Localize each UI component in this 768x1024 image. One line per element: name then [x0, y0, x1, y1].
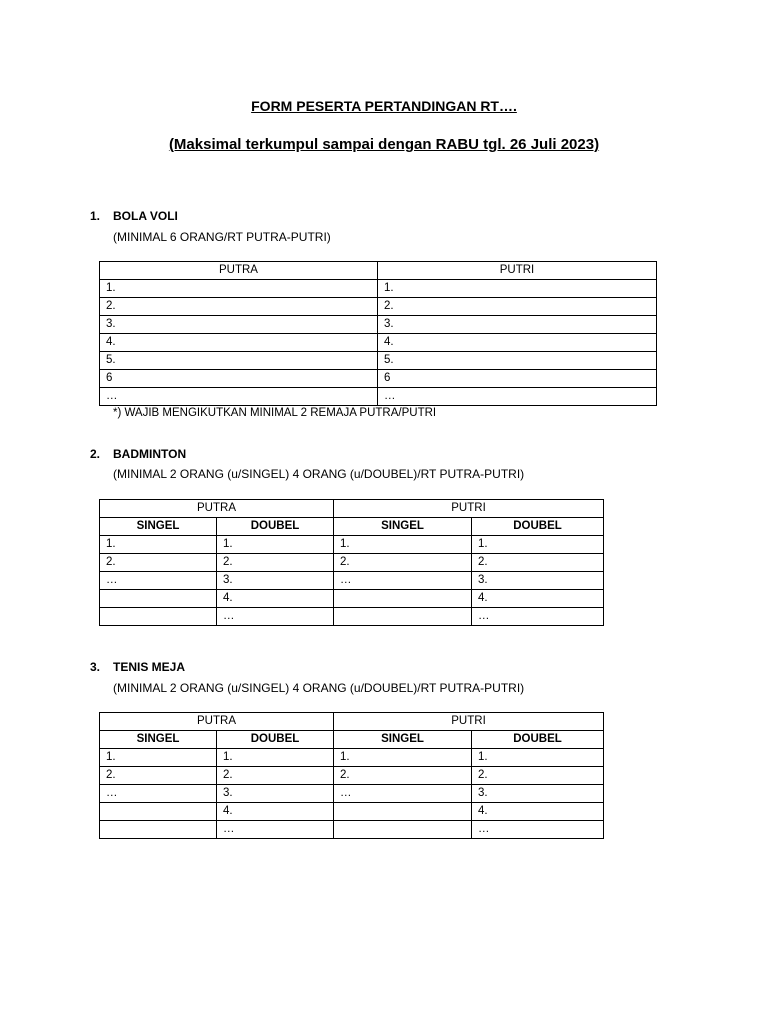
- table-cell[interactable]: …: [217, 821, 334, 839]
- tenis-meja-table: [99, 712, 604, 839]
- table-cell[interactable]: 4.: [378, 334, 657, 352]
- subcolumn-header-singel: SINGEL: [100, 731, 217, 749]
- section-name: TENIS MEJA: [113, 660, 186, 674]
- table-cell[interactable]: 2.: [472, 767, 604, 785]
- table-cell[interactable]: …: [334, 785, 472, 803]
- form-title: FORM PESERTA PERTANDINGAN RT….: [251, 98, 517, 114]
- table-cell[interactable]: 1.: [217, 536, 334, 554]
- section-requirement: (MINIMAL 6 ORANG/RT PUTRA-PUTRI): [113, 230, 331, 244]
- table-cell[interactable]: …: [378, 388, 657, 406]
- table-row: [100, 388, 657, 406]
- table-row: [100, 608, 604, 626]
- section-number: 1.: [90, 209, 101, 223]
- section-requirement: (MINIMAL 2 ORANG (u/SINGEL) 4 ORANG (u/DOUBEL)/RT PUTRA-PUTRI): [113, 681, 525, 695]
- table-cell[interactable]: 2.: [100, 298, 378, 316]
- table-cell[interactable]: 1.: [472, 536, 604, 554]
- table-cell[interactable]: 1.: [378, 280, 657, 298]
- section-number: 2.: [90, 447, 101, 461]
- subcolumn-header-singel: SINGEL: [334, 518, 472, 536]
- table-cell[interactable]: [100, 803, 217, 821]
- table-cell[interactable]: [100, 608, 217, 626]
- table-cell[interactable]: 2.: [472, 554, 604, 572]
- group-header-putri: PUTRI: [334, 500, 604, 518]
- table-row: [100, 536, 604, 554]
- table-cell[interactable]: …: [472, 821, 604, 839]
- table-row: [100, 370, 657, 388]
- table-row: [100, 803, 604, 821]
- section-number: 3.: [90, 660, 101, 674]
- table-cell[interactable]: 4.: [472, 590, 604, 608]
- table-cell[interactable]: [100, 590, 217, 608]
- table-cell[interactable]: [100, 821, 217, 839]
- table-cell[interactable]: 1.: [472, 749, 604, 767]
- table-cell[interactable]: …: [100, 785, 217, 803]
- subcolumn-header-doubel: DOUBEL: [472, 518, 604, 536]
- table-cell[interactable]: 1.: [100, 536, 217, 554]
- table-cell[interactable]: 3.: [217, 572, 334, 590]
- table-cell[interactable]: 2.: [334, 767, 472, 785]
- table-row: [100, 280, 657, 298]
- section-name: BADMINTON: [113, 447, 187, 461]
- table-cell[interactable]: 2.: [217, 767, 334, 785]
- table-cell[interactable]: 4.: [100, 334, 378, 352]
- table-row: [100, 749, 604, 767]
- subcolumn-header-doubel: DOUBEL: [217, 731, 334, 749]
- group-header-putra: PUTRA: [100, 500, 334, 518]
- table-cell[interactable]: 3.: [217, 785, 334, 803]
- section-heading-badminton: [90, 447, 186, 461]
- table-row: [100, 785, 604, 803]
- table-cell[interactable]: 2.: [378, 298, 657, 316]
- deadline-note: (Maksimal terkumpul sampai dengan RABU tgl. 26 Juli 2023): [168, 136, 600, 153]
- group-header-putri: PUTRI: [334, 713, 604, 731]
- subcolumn-header-doubel: DOUBEL: [472, 731, 604, 749]
- table-cell[interactable]: …: [100, 572, 217, 590]
- group-header-putra: PUTRA: [100, 713, 334, 731]
- section-requirement: (MINIMAL 2 ORANG (u/SINGEL) 4 ORANG (u/DOUBEL)/RT PUTRA-PUTRI): [113, 467, 525, 481]
- table-cell[interactable]: …: [100, 388, 378, 406]
- badminton-table: [99, 499, 604, 626]
- table-cell[interactable]: 2.: [100, 767, 217, 785]
- table-cell[interactable]: …: [217, 608, 334, 626]
- table-cell[interactable]: 3.: [100, 316, 378, 334]
- table-cell[interactable]: 3.: [472, 785, 604, 803]
- table-cell[interactable]: 1.: [334, 749, 472, 767]
- table-row: [100, 590, 604, 608]
- table-cell[interactable]: 5.: [378, 352, 657, 370]
- table-row: [100, 767, 604, 785]
- table-cell[interactable]: 3.: [472, 572, 604, 590]
- table-cell[interactable]: 6: [100, 370, 378, 388]
- table-row: [100, 334, 657, 352]
- table-cell[interactable]: 4.: [217, 590, 334, 608]
- subcolumn-header-doubel: DOUBEL: [217, 518, 334, 536]
- section-note: *) WAJIB MENGIKUTKAN MINIMAL 2 REMAJA PUTRA/PUTRI: [113, 407, 437, 419]
- subcolumn-header-singel: SINGEL: [334, 731, 472, 749]
- table-cell[interactable]: [334, 608, 472, 626]
- table-row: [100, 572, 604, 590]
- section-heading-bola-voli: [90, 209, 178, 223]
- table-row: [100, 352, 657, 370]
- table-cell[interactable]: 1.: [334, 536, 472, 554]
- table-row: [100, 316, 657, 334]
- table-cell[interactable]: 2.: [100, 554, 217, 572]
- table-cell[interactable]: [334, 821, 472, 839]
- table-cell[interactable]: 1.: [100, 280, 378, 298]
- table-cell[interactable]: 4.: [472, 803, 604, 821]
- table-row: [100, 298, 657, 316]
- table-cell[interactable]: [334, 590, 472, 608]
- table-cell[interactable]: 2.: [334, 554, 472, 572]
- column-header-putri: PUTRI: [378, 262, 657, 280]
- table-cell[interactable]: 2.: [217, 554, 334, 572]
- bola-voli-table: [99, 261, 657, 406]
- table-cell[interactable]: 1.: [217, 749, 334, 767]
- section-name: BOLA VOLI: [113, 209, 178, 223]
- table-cell[interactable]: 3.: [378, 316, 657, 334]
- table-cell[interactable]: 1.: [100, 749, 217, 767]
- table-cell[interactable]: 6: [378, 370, 657, 388]
- table-cell[interactable]: …: [334, 572, 472, 590]
- table-cell[interactable]: 5.: [100, 352, 378, 370]
- table-cell[interactable]: …: [472, 608, 604, 626]
- table-row: [100, 821, 604, 839]
- subcolumn-header-singel: SINGEL: [100, 518, 217, 536]
- column-header-putra: PUTRA: [100, 262, 378, 280]
- section-heading-tenis-meja: [90, 660, 185, 674]
- table-cell[interactable]: [334, 803, 472, 821]
- table-cell[interactable]: 4.: [217, 803, 334, 821]
- table-row: [100, 554, 604, 572]
